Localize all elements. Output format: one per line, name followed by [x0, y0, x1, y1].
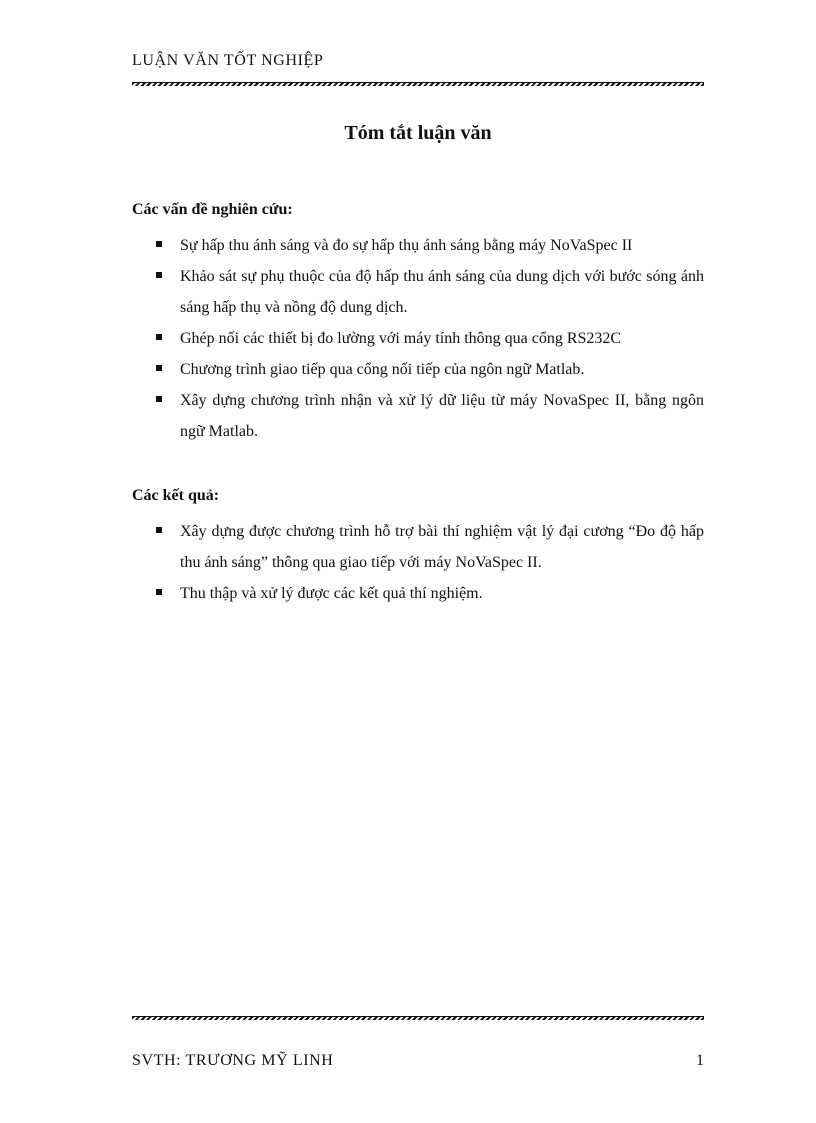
list-item-text: Thu thập và xử lý được các kết quả thí nghiệm. [180, 585, 483, 602]
bullet-list [132, 516, 704, 609]
list-item-text: Khảo sát sự phụ thuộc của độ hấp thu ánh sáng của dung dịch với bước sóng ánh sáng hấp thụ và nồng độ dung dịch. [180, 268, 704, 316]
page-number: 1 [696, 1052, 704, 1069]
square-bullet-icon [156, 589, 162, 595]
list-item-text: Chương trình giao tiếp qua cổng nối tiếp của ngôn ngữ Matlab. [180, 361, 585, 378]
list-item-text: Xây dựng chương trình nhận và xử lý dữ liệu từ máy NovaSpec II, bằng ngôn ngữ Matlab. [180, 392, 704, 440]
bullet-list [132, 230, 704, 447]
section-heading: Các kết quả: [132, 487, 220, 504]
square-bullet-icon [156, 272, 162, 278]
list-item-text: Sự hấp thu ánh sáng và đo sự hấp thụ ánh sáng bằng máy NoVaSpec II [180, 237, 633, 254]
list-item-text: Ghép nối các thiết bị đo lường với máy tính thông qua cổng RS232C [180, 330, 622, 347]
square-bullet-icon [156, 334, 162, 340]
square-bullet-icon [156, 241, 162, 247]
header-rule [132, 82, 704, 86]
section-results [132, 486, 704, 609]
section-heading: Các vấn đề nghiên cứu: [132, 201, 293, 218]
document-title: Tóm tắt luận văn [344, 122, 492, 144]
footer-rule [132, 1016, 704, 1020]
footer-author: SVTH: TRƯƠNG MỸ LINH [132, 1052, 334, 1069]
square-bullet-icon [156, 365, 162, 371]
list-item [132, 516, 704, 578]
list-item [132, 261, 704, 323]
section-research-issues [132, 200, 704, 447]
square-bullet-icon [156, 527, 162, 533]
list-item [132, 385, 704, 447]
running-header: LUẬN VĂN TỐT NGHIỆP [132, 52, 324, 69]
list-item [132, 323, 704, 354]
square-bullet-icon [156, 396, 162, 402]
list-item [132, 578, 704, 609]
list-item-text: Xây dựng được chương trình hỗ trợ bài thí nghiệm vật lý đại cương “Đo độ hấp thu ánh sáng” thông qua giao tiếp với máy NoVaSpec II. [180, 523, 704, 571]
list-item [132, 354, 704, 385]
list-item [132, 230, 704, 261]
